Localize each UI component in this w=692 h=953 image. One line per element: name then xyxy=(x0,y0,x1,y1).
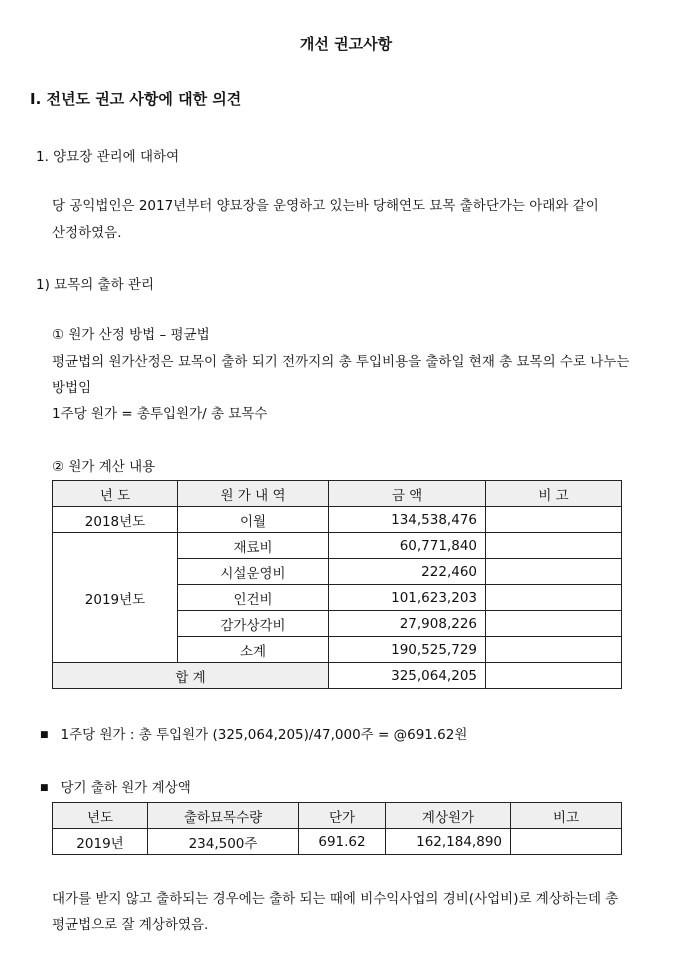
paragraph-line: 평균법으로 잘 계상하였음. xyxy=(52,917,209,933)
amount-cell: 134,538,476 xyxy=(329,507,486,533)
item-cell: 인건비 xyxy=(178,585,329,611)
item-cell: 감가상각비 xyxy=(178,611,329,637)
paragraph-line: 평균법의 원가산정은 묘목이 출하 되기 전까지의 총 투입비용을 출하일 현재 총 묘목의 수로 나누는 xyxy=(52,354,630,370)
table-row xyxy=(53,533,622,559)
table-header: 비고 xyxy=(511,803,622,829)
amount-cell: 27,908,226 xyxy=(329,611,486,637)
bullet-text: 당기 출하 원가 계상액 xyxy=(60,780,191,796)
formula-line: 1주당 원가 = 총투입원가/ 총 묘목수 xyxy=(52,406,268,422)
price-cell: 691.62 xyxy=(299,829,386,855)
subsection-heading: 1) 묘목의 출하 관리 xyxy=(36,277,155,293)
table-header: 단가 xyxy=(299,803,386,829)
table-header: 원 가 내 역 xyxy=(178,481,329,507)
page-title: 개선 권고사항 xyxy=(299,35,393,53)
table-header: 비 고 xyxy=(486,481,622,507)
quantity-cell: 234,500주 xyxy=(148,829,299,855)
item-cell: 소계 xyxy=(178,637,329,663)
total-label: 합 계 xyxy=(53,663,329,689)
amount-cell: 222,460 xyxy=(329,559,486,585)
bullet-icon: ■ xyxy=(40,730,49,740)
note-cell xyxy=(486,585,622,611)
bullet-icon: ■ xyxy=(40,783,49,793)
year-cell: 2019년 xyxy=(53,829,148,855)
cost-cell: 162,184,890 xyxy=(386,829,511,855)
paragraph-line: 방법임 xyxy=(52,380,92,396)
section-heading: I. 전년도 권고 사항에 대한 의견 xyxy=(30,90,242,108)
item-cell: 이월 xyxy=(178,507,329,533)
note-cell xyxy=(486,507,622,533)
subsection-heading: 1. 양묘장 관리에 대하여 xyxy=(36,149,180,165)
item-cell: 시설운영비 xyxy=(178,559,329,585)
cost-table xyxy=(52,480,622,689)
table-header: 년도 xyxy=(53,803,148,829)
shipment-table xyxy=(52,802,622,855)
note-cell xyxy=(486,611,622,637)
table-row xyxy=(53,829,622,855)
amount-cell: 190,525,729 xyxy=(329,637,486,663)
table-total-row xyxy=(53,663,622,689)
year-cell: 2019년도 xyxy=(53,533,178,663)
amount-cell: 60,771,840 xyxy=(329,533,486,559)
year-cell: 2018년도 xyxy=(53,507,178,533)
total-amount: 325,064,205 xyxy=(329,663,486,689)
table-header: 계상원가 xyxy=(386,803,511,829)
table-row xyxy=(53,507,622,533)
bullet-item xyxy=(40,723,467,743)
paragraph-line: 산정하였음. xyxy=(52,225,122,241)
note-cell xyxy=(486,663,622,689)
bullet-item xyxy=(40,776,191,796)
note-cell xyxy=(486,533,622,559)
amount-cell: 101,623,203 xyxy=(329,585,486,611)
note-cell xyxy=(486,637,622,663)
calc-heading: ② 원가 계산 내용 xyxy=(52,459,156,475)
table-header: 금 액 xyxy=(329,481,486,507)
table-header: 출하묘목수량 xyxy=(148,803,299,829)
paragraph-line: 대가를 받지 않고 출하되는 경우에는 출하 되는 때에 비수익사업의 경비(사업비)로 계상하는데 총 xyxy=(52,891,619,907)
note-cell xyxy=(511,829,622,855)
bullet-text: 1주당 원가 : 총 투입원가 (325,064,205)/47,000주 = @691.62원 xyxy=(60,727,468,743)
table-header: 년 도 xyxy=(53,481,178,507)
note-cell xyxy=(486,559,622,585)
method-heading: ① 원가 산정 방법 – 평균법 xyxy=(52,327,210,343)
paragraph-line: 당 공익법인은 2017년부터 양묘장을 운영하고 있는바 당해연도 묘목 출하단가는 아래와 같이 xyxy=(52,198,599,214)
item-cell: 재료비 xyxy=(178,533,329,559)
